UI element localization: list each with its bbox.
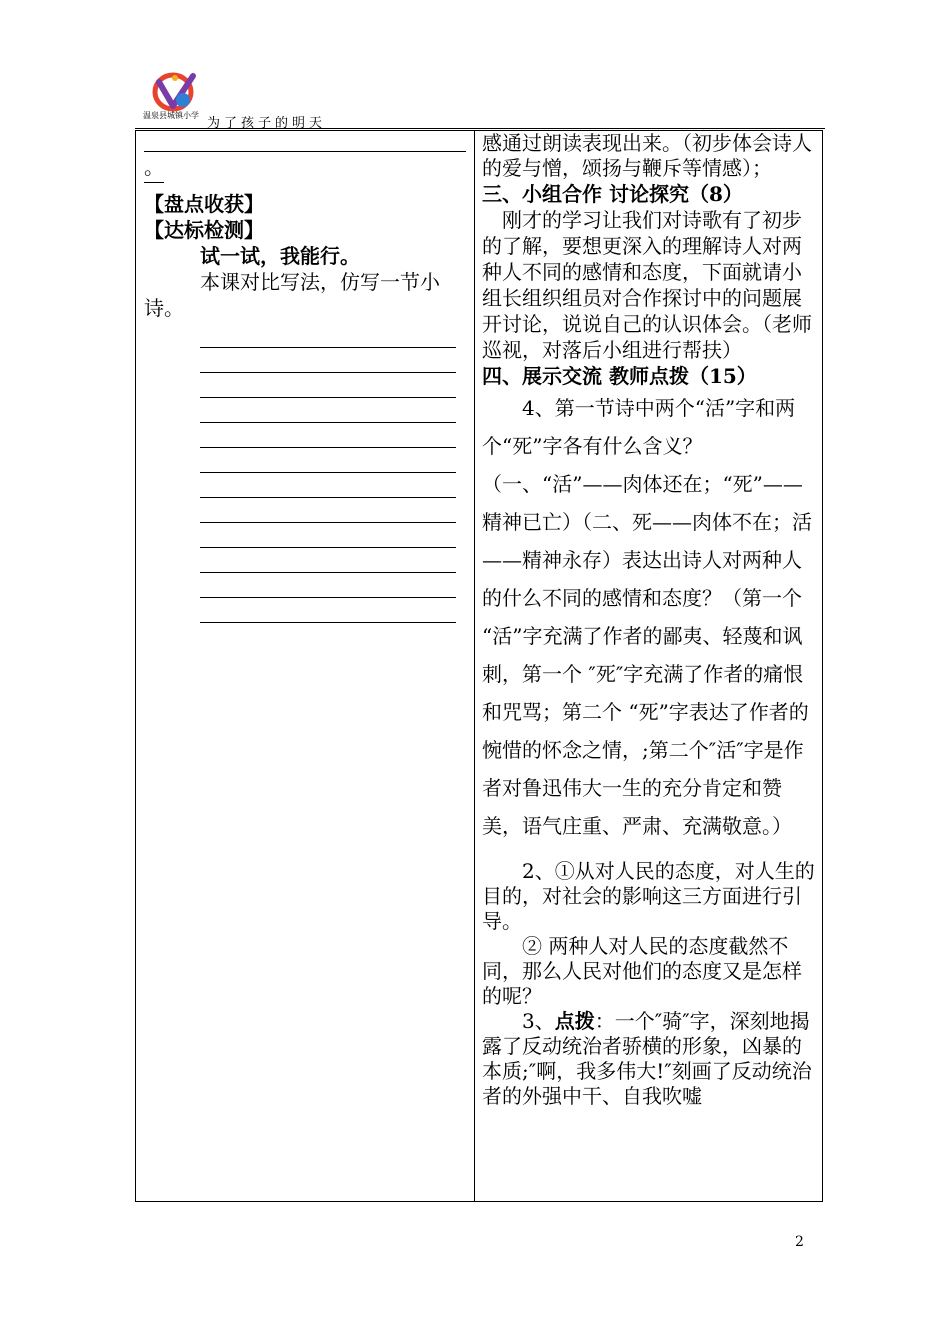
page-header <box>135 62 825 132</box>
paragraph-discussion: 刚才的学习让我们对诗歌有了初步的了解，要想更深入的理解诗人对两种人不同的感情和态度，下面就请小组长组织组员对合作探讨中的问题展开讨论，说说自己的认识体会。（老师巡视，对落后小组进行帮扶） <box>482 208 812 362</box>
paragraph-intro: 感通过朗读表现出来。（初步体会诗人的爱与憎，颂扬与鞭斥等情感）； <box>482 131 812 180</box>
paragraph-question-2b: ② 两种人对人民的态度截然不同，那么人民对他们的态度又是怎样的呢？ <box>482 934 802 1008</box>
writing-line <box>200 447 456 448</box>
q3-text: ：一个″骑″字，深刻地揭露了反动统治者骄横的形象，凶暴的本质;″啊，我多伟大!″刻画了反动统治者的外强中干、自我吹嘘 <box>482 1009 812 1108</box>
logo-caption: 温泉县城镇小学 <box>143 111 199 120</box>
header-rule <box>135 128 825 129</box>
writing-line <box>200 522 456 523</box>
section-test: 【达标检测】 <box>144 218 264 242</box>
writing-line <box>200 397 456 398</box>
column-divider <box>474 131 475 1201</box>
q3-bold-label: 点拨 <box>554 1009 595 1033</box>
left-dot: 。 <box>144 155 164 179</box>
try-heading: 试一试，我能行。 <box>200 244 360 268</box>
heading-group-discussion: 三、小组合作 讨论探究（8） <box>482 182 743 206</box>
writing-line <box>200 572 456 573</box>
writing-line <box>200 347 456 348</box>
answer-line-short <box>144 182 164 183</box>
writing-line <box>200 372 456 373</box>
writing-line <box>200 547 456 548</box>
left-column <box>144 131 469 623</box>
section-harvest: 【盘点收获】 <box>144 192 264 216</box>
writing-line <box>200 472 456 473</box>
writing-lines <box>200 347 456 623</box>
paragraph-question-4: 4、第一节诗中两个“活”字和两个“死”字各有什么含义？（一、“活”——肉体还在；“死”——精神已亡）（二、死——肉体不在；活——精神永存）表达出诗人对两种人的什么不同的感情和态度？（第一个 “活”字充满了作者的鄙夷、轻蔑和讽刺，第一个 ″死″字充满了作者的痛恨和咒骂；第二个 “死”字表达了作者的惋惜的怀念之情，;第二个″活″字是作者对鲁迅伟大一生的充分肯定和赞美，语气庄重、严肃、充满敬意。） <box>482 396 812 838</box>
answer-line <box>144 151 466 152</box>
writing-line <box>200 497 456 498</box>
writing-line <box>200 422 456 423</box>
writing-line <box>200 622 456 623</box>
header-motto: 为了孩子的明天 <box>207 116 327 131</box>
paragraph-question-3 <box>482 1009 818 1109</box>
paragraph-question-2: 2、①从对人民的态度，对人生的目的，对社会的影响这三方面进行引导。 <box>482 859 815 933</box>
lesson-table <box>135 130 823 1202</box>
page-number: 2 <box>795 1234 804 1250</box>
writing-task: 本课对比写法，仿写一节小诗。 <box>144 270 440 320</box>
heading-show-exchange: 四、展示交流 教师点拨（15） <box>482 364 757 388</box>
right-column <box>482 131 818 1109</box>
writing-line <box>200 597 456 598</box>
q3-number: 3、 <box>522 1009 555 1033</box>
